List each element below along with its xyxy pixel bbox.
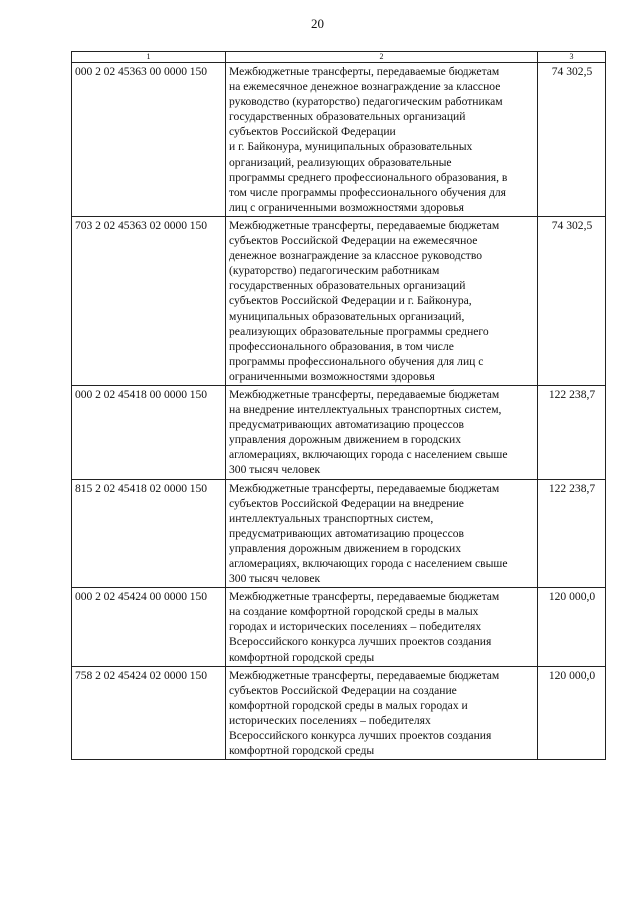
description-line: комфортной городской среды xyxy=(229,650,375,664)
column-header-name: 2 xyxy=(226,52,538,63)
table-row xyxy=(72,385,606,479)
description-line: на внедрение интеллектуальных транспортных систем, xyxy=(229,403,502,417)
description-line: предусматривающих автоматизацию процессов xyxy=(229,526,464,540)
description-line: субъектов Российской Федерации на внедрение xyxy=(229,496,464,510)
description-line: управления дорожным движением в городских xyxy=(229,541,462,555)
amount-cell: 122 238,7 xyxy=(538,385,606,479)
description-line: комфортной городской среды xyxy=(229,744,375,758)
description-line: исторических поселениях – победителях xyxy=(229,713,431,727)
description-line: организаций, реализующих образовательные xyxy=(229,155,452,169)
transfer-description-cell xyxy=(226,385,538,479)
column-header-amount: 3 xyxy=(538,52,606,63)
transfer-description-cell xyxy=(226,666,538,760)
description-line: Всероссийского конкурса лучших проектов создания xyxy=(229,729,492,743)
amount-cell: 122 238,7 xyxy=(538,479,606,588)
column-header-code: 1 xyxy=(72,52,226,63)
table-row xyxy=(72,588,606,666)
description-line: муниципальных образовательных организаций, xyxy=(229,309,465,323)
description-line: реализующих образовательные программы среднего xyxy=(229,324,489,338)
budget-code-cell: 703 2 02 45363 02 0000 150 xyxy=(72,216,226,385)
page-number: 20 xyxy=(311,16,324,31)
description-line: программы среднего профессионального образования, в xyxy=(229,170,508,184)
description-line: программы профессионального обучения для лиц с xyxy=(229,354,484,368)
description-line: (кураторство) педагогическим работникам xyxy=(229,264,440,278)
description-line: агломерациях, включающих города с населением свыше xyxy=(229,557,508,570)
table-row xyxy=(72,216,606,385)
transfer-description-cell xyxy=(226,216,538,385)
description-line: государственных образовательных организаций xyxy=(229,110,466,124)
transfer-description-cell xyxy=(226,479,538,588)
table-row xyxy=(72,666,606,760)
description-line: субъектов Российской Федерации и г. Байконура, xyxy=(229,294,472,308)
table-row xyxy=(72,63,606,217)
description-line: на создание комфортной городской среды в малых xyxy=(229,605,479,619)
amount-cell: 120 000,0 xyxy=(538,666,606,760)
description-line: руководство (кураторство) педагогическим работникам xyxy=(229,95,503,109)
transfer-description-cell xyxy=(226,588,538,666)
description-line: Межбюджетные трансферты, передаваемые бюджетам xyxy=(229,65,500,78)
description-line: том числе программы профессионального обучения для xyxy=(229,185,507,199)
budget-transfers-table xyxy=(71,51,606,760)
description-line: управления дорожным движением в городских xyxy=(229,433,462,447)
description-line: и г. Байконура, муниципальных образовательных xyxy=(229,140,473,154)
description-line: городах и исторических поселениях – победителях xyxy=(229,620,482,634)
description-line: Межбюджетные трансферты, передаваемые бюджетам xyxy=(229,668,500,682)
description-line: комфортной городской среды в малых городах и xyxy=(229,698,468,712)
description-line: субъектов Российской Федерации на создание xyxy=(229,683,457,697)
description-line: Межбюджетные трансферты, передаваемые бюджетам xyxy=(229,218,500,232)
description-line: денежное вознаграждение за классное руководство xyxy=(229,249,483,263)
description-line: интеллектуальных транспортных систем, xyxy=(229,511,434,525)
budget-code-cell: 000 2 02 45418 00 0000 150 xyxy=(72,385,226,479)
description-line: Всероссийского конкурса лучших проектов создания xyxy=(229,635,492,649)
budget-code-cell: 815 2 02 45418 02 0000 150 xyxy=(72,479,226,588)
description-line: субъектов Российской Федерации на ежемесячное xyxy=(229,234,478,248)
table-row xyxy=(72,479,606,588)
description-line: государственных образовательных организаций xyxy=(229,279,466,293)
description-line: ограниченными возможностями здоровья xyxy=(229,369,435,383)
amount-cell: 74 302,5 xyxy=(538,63,606,217)
description-line: 300 тысяч человек xyxy=(229,572,321,586)
description-line: Межбюджетные трансферты, передаваемые бюджетам xyxy=(229,590,500,604)
description-line: профессионального образования, в том числе xyxy=(229,339,454,353)
description-line: агломерациях, включающих города с населением свыше xyxy=(229,448,508,462)
budget-code-cell: 758 2 02 45424 02 0000 150 xyxy=(72,666,226,760)
table-body xyxy=(72,52,606,760)
description-line: 300 тысяч человек xyxy=(229,463,321,477)
table-header-row xyxy=(72,52,606,63)
description-line: лиц с ограниченными возможностями здоровья xyxy=(229,200,464,214)
description-line: субъектов Российской Федерации xyxy=(229,125,396,139)
description-line: предусматривающих автоматизацию процессов xyxy=(229,418,464,432)
budget-code-cell: 000 2 02 45424 00 0000 150 xyxy=(72,588,226,666)
description-line: Межбюджетные трансферты, передаваемые бюджетам xyxy=(229,481,500,495)
amount-cell: 120 000,0 xyxy=(538,588,606,666)
amount-cell: 74 302,5 xyxy=(538,216,606,385)
transfer-description-cell xyxy=(226,63,538,217)
description-line: на ежемесячное денежное вознаграждение за классное xyxy=(229,80,501,94)
budget-code-cell: 000 2 02 45363 00 0000 150 xyxy=(72,63,226,217)
description-line: Межбюджетные трансферты, передаваемые бюджетам xyxy=(229,387,500,401)
